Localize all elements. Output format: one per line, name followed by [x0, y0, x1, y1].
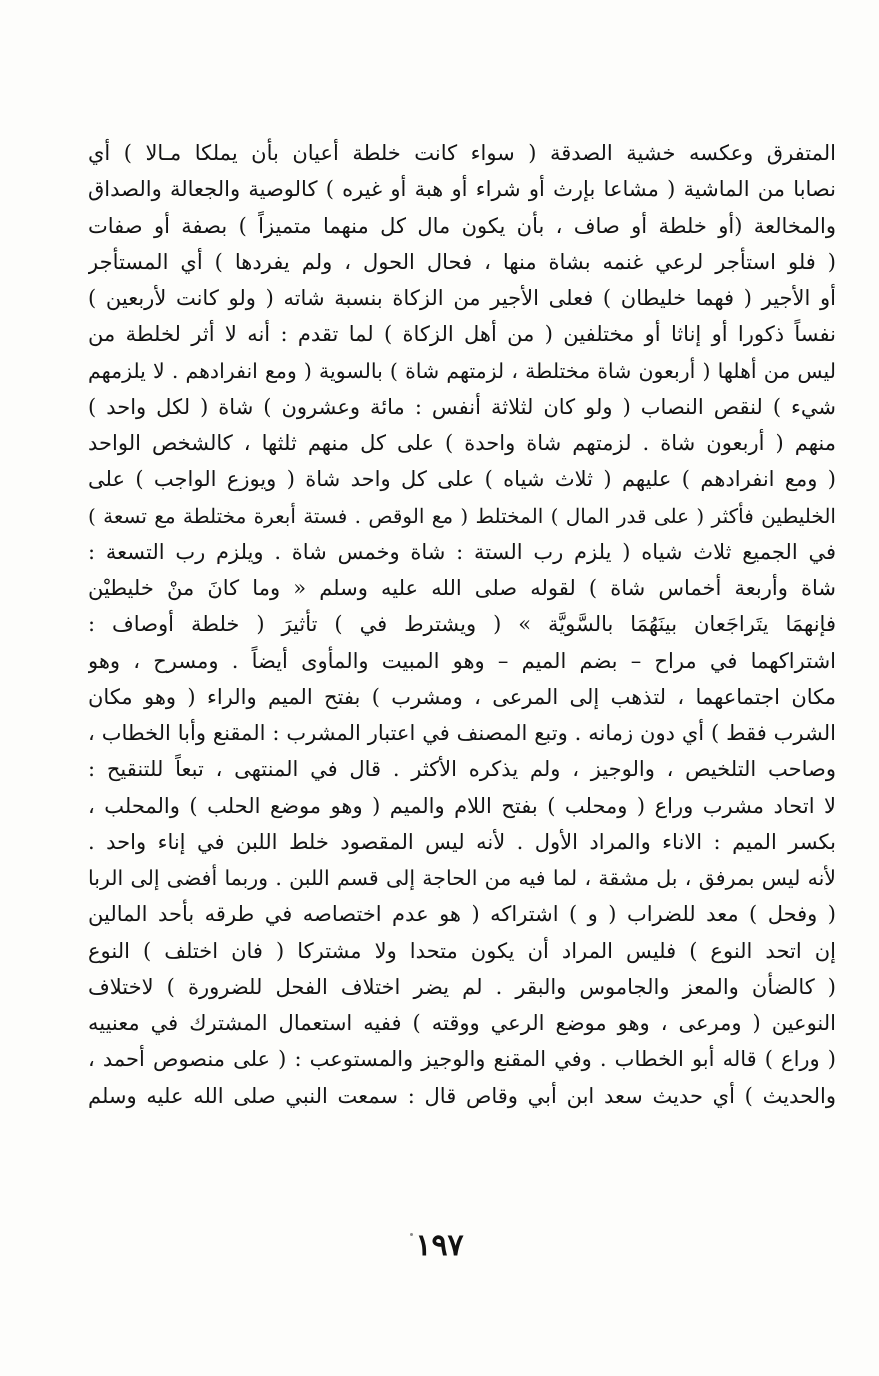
- text-line: النوعين ( ومرعى ، وهو موضع الرعي ووقته ) ففيه استعمال المشترك في معنييه: [88, 1011, 836, 1035]
- text-line: نصابا من الماشية ( مشاعا بإرث أو شراء أو هبة أو غيره ) كالوصية والجعالة والصداق: [88, 177, 836, 202]
- body-text: [88, 135, 836, 1114]
- text-line: اشتراكهما في مراح – بضم الميم – وهو المبيت والمأوى أيضاً . ومسرح ، وهو: [88, 648, 836, 673]
- text-line: شيء ) لنقص النصاب ( ولو كان لثلاثة أنفس : مائة وعشرون ) شاة ( لكل واحد ): [88, 394, 836, 419]
- text-line: الشرب فقط ) أي دون زمانه . وتبع المصنف في اعتبار المشرب : المقنع وأبا الخطاب ،: [88, 721, 836, 745]
- text-line: بكسر الميم : الاناء والمراد الأول . لأنه ليس المقصود خلط اللبن في إناء واحد .: [88, 829, 836, 854]
- text-line: في الجميع ثلاث شياه ( يلزم رب الستة : شاة وخمس شاة . ويلزم رب التسعة :: [88, 539, 836, 564]
- text-line: الخليطين فأكثر ( على قدر المال ) المختلط ( مع الوقص . فستة أبعرة مختلطة مع تسعة ): [88, 503, 836, 528]
- text-line: شاة وأربعة أخماس شاة ) لقوله صلى الله عليه وسلم « وما كانَ منْ خليطيْن: [88, 576, 836, 600]
- text-line: لا اتحاد مشرب وراع ( ومحلب ) بفتح اللام والميم ( وهو موضع الحلب ) والمحلب ،: [88, 793, 836, 818]
- text-line: ليس من أهلها ( أربعون شاة مختلطة ، لزمتهم شاة ) بالسوية ( ومع انفرادهم . لا يلزمهم: [88, 358, 836, 383]
- text-line: والمخالعة (أو خلطة أو صاف ، بأن يكون مال كل منهما متميزاً ) بصفة أو صفات: [88, 213, 836, 238]
- text-line: والحديث ) أي حديث سعد ابن أبي وقاص قال : سمعت النبي صلى الله عليه وسلم: [88, 1083, 836, 1108]
- text-line: أو الأجير ( فهما خليطان ) فعلى الأجير من الزكاة بنسبة شاته ( ولو كانت لأربعين ): [88, 286, 836, 310]
- text-line: نفساً ذكورا أو إناثا أو مختلفين ( من أهل الزكاة ) لما تقدم : أنه لا أثر لخلطة من: [88, 322, 836, 347]
- text-line: إن اتحد النوع ) فليس المراد أن يكون متحدا ولا مشتركا ( فان اختلف ) النوع: [88, 938, 836, 963]
- text-line: منهم ( أربعون شاة . لزمتهم شاة واحدة ) على كل منهم ثلثها ، كالشخص الواحد: [88, 431, 836, 455]
- text-line: مكان اجتماعهما ، لتذهب إلى المرعى ، ومشرب ) بفتح الميم والراء ( وهو مكان: [88, 684, 836, 709]
- text-line: ( فلو استأجر لرعي غنمه بشاة منها ، فحال الحول ، ولم يفردها ) أي المستأجر: [88, 249, 836, 274]
- text-line: ( كالضأن والمعز والجاموس والبقر . لم يضر اختلاف الفحل للضرورة ) لاختلاف: [88, 974, 836, 999]
- text-line: وصاحب التلخيص ، والوجيز ، ولم يذكره الأكثر . قال في المنتهى ، تبعاً للتنقيح :: [88, 757, 836, 782]
- text-line: المتفرق وعكسه خشية الصدقة ( سواء كانت خلطة أعيان بأن يملكا مـالا ) أي: [88, 141, 836, 165]
- text-line: ( وراع ) قاله أبو الخطاب . وفي المقنع والوجيز والمستوعب : ( على منصوص أحمد ،: [88, 1047, 836, 1072]
- text-line: ( ومع انفرادهم ) عليهم ( ثلاث شياه ) على كل واحد شاة ( ويوزع الواجب ) على: [88, 467, 836, 492]
- text-line: ( وفحل ) معد للضراب ( و ) اشتراكه ( هو عدم اختصاصه في طرقه بأحد المالين: [88, 902, 836, 927]
- text-line: لأنه ليس بمرفق ، بل مشقة ، لما فيه من الحاجة إلى قسم اللبن . وربما أفضى إلى الربا: [88, 866, 836, 890]
- text-line: فإنهمَا يتَراجَعان بينَهُمَا بالسَّويَّة » ( ويشترط في ) تأثيرَ ( خلطة أوصاف :: [88, 612, 836, 637]
- page-number: ١٩٧: [415, 1228, 464, 1263]
